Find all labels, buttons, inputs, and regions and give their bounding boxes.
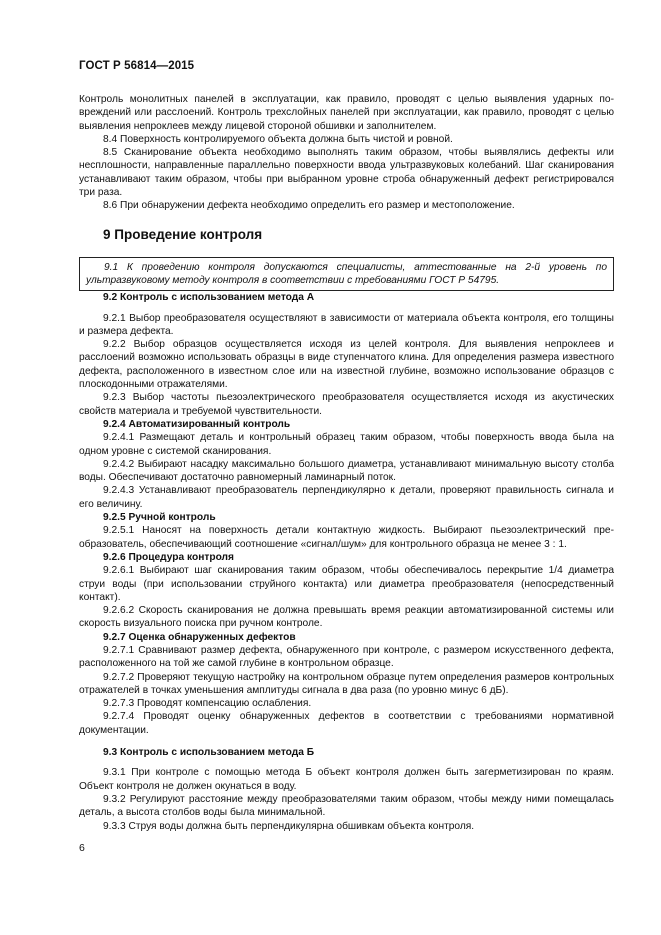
paragraph-9-2-4-2: 9.2.4.2 Выбирают насадку максимально большого диаметра, устанавливают минимальную высоту столба воды. Обеспечивают достаточно равномерный ламинарный поток.	[79, 458, 614, 484]
document-header: ГОСТ Р 56814—2015	[79, 60, 195, 72]
paragraph-9-2-4-1: 9.2.4.1 Размещают деталь и контрольный образец таким образом, чтобы поверхность ввода была на одном уровне с системой сканирования.	[79, 432, 614, 457]
page-number: 6	[79, 842, 85, 854]
paragraph-9-3-2: 9.3.2 Регулируют расстояние между преобразователями таким образом, чтобы между ними помещалась деталь, а высота столбов воды была минимальной.	[79, 793, 614, 819]
paragraph-9-2-1: 9.2.1 Выбор преобразователя осуществляют в зависимости от материала объекта контроля, его толщины и размера дефекта.	[79, 312, 614, 337]
paragraph-9-3-3: 9.3.3 Струя воды должна быть перпендикулярна обшивкам объекта контроля.	[103, 820, 475, 832]
paragraph: Контроль монолитных панелей в эксплуатации, как правило, проводят с целью выявления ударных повреждений или расслоений. Контроль трехслойных панелей при эксплуатации, как правило, проводят с целью выявления непроклеев между лицевой стороной обшивки и заполнителем.	[79, 94, 614, 132]
paragraph-9-2-6-1: 9.2.6.1 Выбирают шаг сканирования таким образом, чтобы обеспечивалось перекрытие 1/4 диаметра струи воды (при использовании струйного контакта) или диаметра преобразователя (непосредственный контакт).	[79, 565, 614, 603]
paragraph-9-2-2: 9.2.2 Выбор образцов осуществляется исходя из целей контроля. Для выявления непроклеев и расслоений возможно использовать образцы в виде ступенчатого клина. Для определения размера известного дефекта, расположенного в известном слое или на известной глубине, возможно использование образцов с плоскодонными отражателями.	[79, 339, 614, 391]
section-9-heading: 9 Проведение контроля	[103, 226, 263, 242]
section-9-2-4-heading: 9.2.4 Автоматизированный контроль	[103, 418, 291, 430]
section-9-3-heading: 9.3 Контроль с использованием метода Б	[103, 747, 315, 759]
paragraph-8-6: 8.6 При обнаружении дефекта необходимо определить его размер и местоположение.	[103, 200, 515, 212]
note-box-9-1: 9.1 К проведению контроля допускаются специалисты, аттестованные на 2-й уровень по ультразвуковому методу контроля в соответствии с требованиями ГОСТ Р 54795.	[79, 257, 614, 292]
paragraph-8-4: 8.4 Поверхность контролируемого объекта должна быть чистой и ровной.	[103, 133, 453, 145]
paragraph-9-3-1: 9.3.1 При контроле с помощью метода Б объект контроля должен быть загерметизирован по краям. Объект контроля не должен окунаться в воду.	[79, 767, 614, 792]
paragraph-9-2-7-4: 9.2.7.4 Проводят оценку обнаруженных дефектов в соответствии с требованиями нормативной документации.	[79, 711, 614, 736]
paragraph-9-2-7-3: 9.2.7.3 Проводят компенсацию ослабления.	[103, 698, 312, 710]
section-9-2-6-heading: 9.2.6 Процедура контроля	[103, 551, 234, 563]
document-body	[79, 93, 614, 833]
paragraph-9-2-7-1: 9.2.7.1 Сравнивают размер дефекта, обнаруженного при контроле, с размером искусственного дефекта, расположенного на той же самой глубине в контрольном образце.	[79, 644, 614, 670]
paragraph-9-2-3: 9.2.3 Выбор частоты пьезоэлектрического преобразователя осуществляется исходя из акустических свойств материала и требуемой чувствительности.	[79, 392, 614, 417]
section-9-2-heading: 9.2 Контроль с использованием метода А	[103, 292, 315, 304]
paragraph-9-2-6-2: 9.2.6.2 Скорость сканирования не должна превышать время реакции автоматизированной системы или скорость визуального поиска при ручном контроле.	[79, 605, 614, 630]
section-9-2-5-heading: 9.2.5 Ручной контроль	[103, 512, 216, 524]
paragraph-9-2-4-3: 9.2.4.3 Устанавливают преобразователь перпендикулярно к детали, проверяют правильность сигнала и его величину.	[79, 485, 614, 510]
paragraph-9-2-5-1: 9.2.5.1 Наносят на поверхность детали контактную жидкость. Выбирают пьезоэлектрический преобразователь, обеспечивающий соотношение «сигнал/шум» для контрольного образца не менее 3 : 1.	[79, 525, 614, 550]
section-9-2-7-heading: 9.2.7 Оценка обнаруженных дефектов	[103, 631, 296, 643]
paragraph-9-2-7-2: 9.2.7.2 Проверяют текущую настройку на контрольном образце путем определения размеров контрольных отражателей в точках уменьшения амплитуды сигнала в два раза (по уровню минус 6 дБ).	[79, 671, 614, 696]
paragraph-8-5: 8.5 Сканирование объекта необходимо выполнять таким образом, чтобы выявлялись дефекты или несплошности, направленные параллельно поверхности ввода ультразвуковых колебаний. Шаг сканирования устанавливают таким образом, чтобы при выбранном уровне строба обнаруженный дефект регистрировался три раза.	[79, 147, 614, 199]
